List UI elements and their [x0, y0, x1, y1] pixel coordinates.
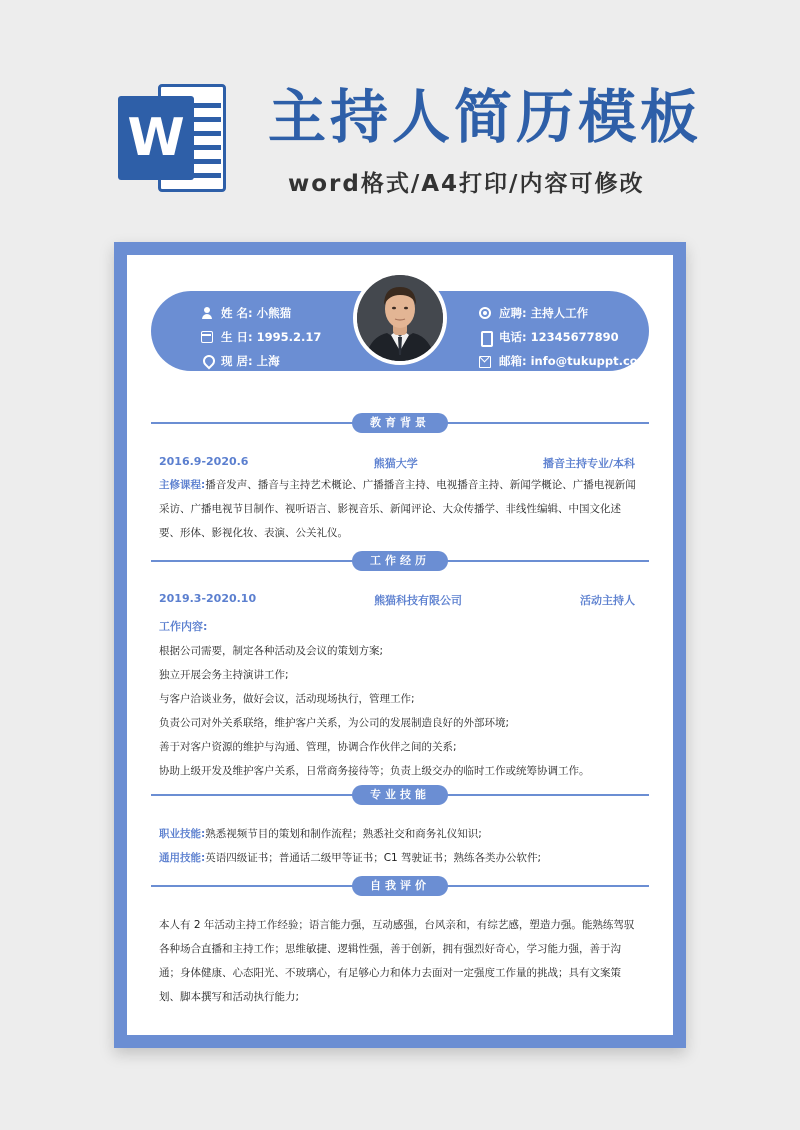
- birth-value: 1995.2.17: [256, 330, 322, 344]
- courses-label: 主修课程:: [159, 479, 206, 491]
- name-row: [201, 301, 321, 325]
- avatar-photo: [353, 271, 447, 365]
- courses-text: 播音发声、播音与主持艺术概论、广播播音主持、电视播音主持、新闻学概论、广播电视新闻采访、广播电视节目制作、视听语言、影视音乐、新闻评论、大众传播学、非线性编辑、中国文化述要、形体、影视化妆、表演、公关礼仪。: [159, 479, 636, 539]
- general-skills-text: 英语四级证书；普通话二级甲等证书；C1 驾驶证书；熟练各类办公软件;: [205, 852, 542, 864]
- word-badge: W: [118, 96, 194, 180]
- birth-row: [201, 325, 321, 349]
- work-company: 熊猫科技有限公司: [374, 594, 463, 607]
- work-row: [159, 592, 635, 608]
- work-title: 工作经历: [352, 551, 448, 571]
- name-value: 小熊猫: [256, 306, 292, 320]
- position-row: [479, 301, 650, 325]
- page-title: 主持人简历模板: [268, 83, 703, 151]
- email-value: info@tukuppt.com: [530, 354, 650, 368]
- location-pin-icon: [201, 355, 213, 367]
- general-skills: [159, 846, 641, 870]
- self-evaluation-section-header: [151, 876, 649, 896]
- professional-skills: [159, 822, 641, 846]
- resume-frame: [114, 242, 686, 1048]
- birth-label: 生 日:: [221, 330, 253, 344]
- education-school: 熊猫大学: [373, 457, 418, 470]
- list-item: 协助上级开发及维护客户关系，日常商务接待等；负责上级交办的临时工作或统筹协调工作。: [159, 765, 590, 777]
- profile-right-column: [479, 301, 650, 373]
- phone-label: 电话:: [499, 330, 527, 344]
- resume-sheet: [127, 255, 673, 1035]
- email-label: 邮箱:: [499, 354, 527, 368]
- work-section-header: [151, 551, 649, 571]
- work-period: 2019.3-2020.10: [159, 592, 257, 605]
- self-evaluation-title: 自我评价: [352, 876, 448, 896]
- education-period: 2016.9-2020.6: [159, 455, 249, 468]
- position-value: 主持人工作: [530, 306, 589, 320]
- phone-value: 12345677890: [530, 330, 619, 344]
- email-row: [479, 349, 650, 373]
- self-evaluation-text: 本人有 2 年活动主持工作经验；语言能力强，互动感强，台风亲和，有综艺感，塑造力强。能熟练驾驭各种场合直播和主持工作；思维敏捷、逻辑性强，善于创新，拥有强烈好奇心，学习能力强，善于沟通；身体健康、心态阳光、不玻璃心，有足够心力和体力去面对一定强度工作量的挑战；具有文案策划、脚本撰写和活动执行能力;: [159, 919, 635, 1003]
- skills-section-header: [151, 785, 649, 805]
- education-section-header: [151, 413, 649, 433]
- professional-skills-label: 职业技能:: [159, 828, 206, 840]
- education-major: 播音主持专业/本科: [542, 457, 635, 470]
- phone-row: [479, 325, 650, 349]
- word-icon: [118, 84, 226, 192]
- work-role: 活动主持人: [580, 594, 635, 607]
- position-label: 应聘:: [499, 306, 527, 320]
- target-icon: [479, 307, 491, 319]
- page-subtitle: word格式/A4打印/内容可修改: [288, 171, 645, 197]
- list-item: 与客户洽谈业务，做好会议，活动现场执行，管理工作;: [159, 693, 415, 705]
- residence-value: 上海: [256, 354, 280, 368]
- profile-left-column: [201, 301, 321, 373]
- work-content: [159, 615, 641, 783]
- list-item: 根据公司需要，制定各种活动及会议的策划方案;: [159, 645, 384, 657]
- mail-icon: [479, 356, 491, 368]
- professional-skills-text: 熟悉视频节目的策划和制作流程；熟悉社交和商务礼仪知识;: [205, 828, 482, 840]
- residence-row: [201, 349, 321, 373]
- list-item: 善于对客户资源的维护与沟通、管理，协调合作伙伴之间的关系;: [159, 741, 457, 753]
- list-item: 负责公司对外关系联络，维护客户关系，为公司的发展制造良好的外部环境;: [159, 717, 510, 729]
- name-label: 姓 名:: [221, 306, 253, 320]
- person-icon: [201, 307, 213, 319]
- work-content-label: 工作内容:: [159, 620, 208, 633]
- general-skills-label: 通用技能:: [159, 852, 206, 864]
- education-courses: [159, 473, 641, 545]
- portrait-graphic: [357, 275, 443, 361]
- skills-title: 专业技能: [352, 785, 448, 805]
- education-row: [159, 455, 635, 471]
- phone-icon: [479, 331, 491, 343]
- education-title: 教育背景: [352, 413, 448, 433]
- list-item: 独立开展会务主持演讲工作;: [159, 669, 289, 681]
- calendar-icon: [201, 331, 213, 343]
- residence-label: 现 居:: [221, 354, 253, 368]
